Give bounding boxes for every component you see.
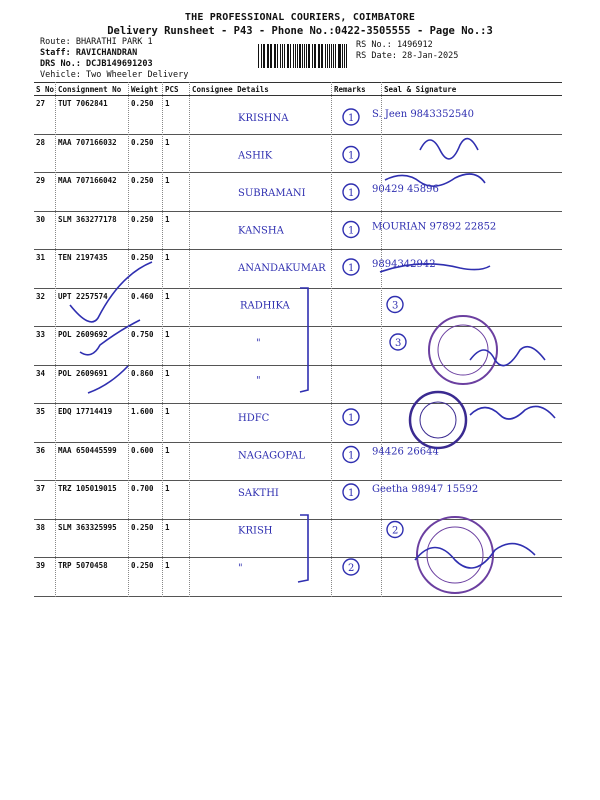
barcode-bar <box>282 44 284 68</box>
barcode-bar <box>304 44 305 68</box>
handwritten-name: HDFC <box>238 413 270 424</box>
cell-sno: 32 <box>36 291 46 301</box>
barcode-bar <box>277 44 278 68</box>
column-divider <box>189 82 190 597</box>
cell-weight: 0.250 <box>131 137 154 147</box>
barcode-bar <box>308 44 309 68</box>
barcode-bar <box>287 44 288 68</box>
cell-sno: 28 <box>36 137 46 147</box>
cell-consignment: MAA 707166032 <box>58 137 117 147</box>
barcode-bar <box>333 44 334 68</box>
handwritten-name: KANSHA <box>238 225 284 237</box>
cell-pcs: 1 <box>165 291 170 301</box>
header-weight: Weight <box>131 85 159 94</box>
cell-consignment: TEN 2197435 <box>58 253 108 262</box>
cell-consignment: EDQ 17714419 <box>58 407 113 416</box>
barcode-bar <box>288 44 289 68</box>
handwritten-signature: MOURIAN 97892 22852 <box>372 221 497 233</box>
barcode-bar <box>263 44 264 68</box>
handwritten-name: RADHIKA <box>240 300 290 312</box>
rs-date: RS Date: 28-Jan-2025 <box>356 51 459 61</box>
column-divider <box>331 82 332 597</box>
barcode-bar <box>331 44 332 68</box>
barcode-bar <box>322 44 323 68</box>
handwritten-signature: 90429 45896 <box>372 184 439 195</box>
table-row <box>34 135 562 174</box>
cell-consignment: UPT 2257574 <box>58 291 108 301</box>
handwritten-remark: 2 <box>348 563 355 574</box>
handwritten-name: " <box>238 563 243 574</box>
drs-label: DRS No.: DCJB149691203 <box>40 59 153 69</box>
cell-pcs: 1 <box>165 484 170 493</box>
barcode-bar <box>293 44 294 68</box>
barcode-bar <box>314 44 315 68</box>
cell-weight: 0.250 <box>131 253 154 262</box>
handwritten-remark: 1 <box>348 263 355 274</box>
cell-sno: 34 <box>36 368 46 378</box>
barcode-bar <box>264 44 265 68</box>
handwritten-signature: S. Jeen 9843352540 <box>372 109 474 120</box>
cell-pcs: 1 <box>165 253 170 262</box>
barcode-bar <box>315 44 316 68</box>
cell-weight: 0.250 <box>131 176 154 185</box>
barcode-bar <box>346 44 347 68</box>
table-header <box>34 82 562 96</box>
cell-consignment: POL 2609692 <box>58 330 108 339</box>
column-divider <box>162 82 163 597</box>
handwritten-remark: 1 <box>348 150 355 162</box>
rs-number: RS No.: 1496912 <box>356 40 433 50</box>
cell-consignment: SLM 363325995 <box>58 522 117 532</box>
table-row <box>34 173 562 212</box>
header-sno: S No <box>36 85 55 94</box>
barcode-bar <box>280 44 281 68</box>
barcode-bar <box>342 44 343 68</box>
cell-weight: 0.250 <box>131 99 154 108</box>
barcode <box>258 44 348 68</box>
cell-sno: 31 <box>36 253 46 262</box>
handwritten-name: KRISHNA <box>238 113 289 124</box>
header-pcs: PCS <box>165 85 179 94</box>
barcode-bar <box>309 44 310 68</box>
cell-pcs: 1 <box>165 99 170 108</box>
handwritten-remark: 2 <box>392 525 399 537</box>
cell-consignment: POL 2609691 <box>58 368 108 378</box>
barcode-bar <box>327 44 328 68</box>
table-row <box>34 366 562 405</box>
barcode-bar <box>295 44 296 68</box>
cell-sno: 39 <box>36 561 46 570</box>
cell-sno: 33 <box>36 330 46 339</box>
handwritten-name: KRISH <box>238 525 273 537</box>
handwritten-remark: 1 <box>348 188 355 199</box>
cell-sno: 36 <box>36 445 46 455</box>
column-divider <box>128 82 129 597</box>
barcode-bar <box>267 44 269 68</box>
cell-sno: 27 <box>36 99 46 108</box>
column-divider <box>381 82 382 597</box>
cell-consignment: MAA 650445599 <box>58 445 117 455</box>
barcode-bar <box>344 44 345 68</box>
company-name: THE PROFESSIONAL COURIERS, COIMBATORE <box>184 12 416 23</box>
barcode-bar <box>321 44 322 68</box>
staff-label: Staff: RAVICHANDRAN <box>40 48 138 58</box>
table-row <box>34 289 562 328</box>
route-label: Route: BHARATHI PARK 1 <box>40 37 153 47</box>
barcode-bar <box>270 44 271 68</box>
cell-weight: 0.700 <box>131 484 154 493</box>
header-consignee: Consignee Details <box>192 85 269 94</box>
column-divider <box>55 82 56 597</box>
header-consignment: Consignment No <box>58 85 122 94</box>
barcode-bar <box>275 44 276 68</box>
cell-sno: 37 <box>36 484 46 493</box>
barcode-bar <box>274 44 275 68</box>
handwritten-remark: 3 <box>392 300 399 312</box>
cell-pcs: 1 <box>165 368 170 378</box>
cell-consignment: TUT 7062841 <box>58 99 108 108</box>
barcode-bar <box>306 44 307 68</box>
barcode-bar <box>299 44 301 68</box>
barcode-bar <box>302 44 303 68</box>
barcode-bar <box>325 44 326 68</box>
barcode-bar <box>312 44 313 68</box>
cell-weight: 0.600 <box>131 445 154 455</box>
handwritten-name: NAGAGOPAL <box>238 450 306 462</box>
handwritten-signature: 9894342942 <box>372 259 436 270</box>
header-signature: Seal & Signature <box>384 85 457 94</box>
table-row <box>34 520 562 559</box>
table-row <box>34 443 562 482</box>
cell-pcs: 1 <box>165 330 170 339</box>
handwritten-remark: 3 <box>395 338 402 349</box>
handwritten-name: " <box>256 338 261 349</box>
handwritten-remark: 1 <box>348 450 355 462</box>
cell-weight: 0.250 <box>131 522 154 532</box>
table-row <box>34 481 562 520</box>
cell-pcs: 1 <box>165 176 170 185</box>
barcode-bar <box>271 44 272 68</box>
vehicle-label: Vehicle: Two Wheeler Delivery <box>40 70 189 80</box>
handwritten-signature: Geetha 98947 15592 <box>372 484 479 495</box>
cell-weight: 0.250 <box>131 214 154 224</box>
barcode-bar <box>329 44 330 68</box>
handwritten-signature: 94426 26644 <box>372 446 439 458</box>
cell-weight: 1.600 <box>131 407 154 416</box>
cell-pcs: 1 <box>165 445 170 455</box>
cell-sno: 30 <box>36 214 46 224</box>
table-row <box>34 327 562 366</box>
cell-pcs: 1 <box>165 561 170 570</box>
cell-pcs: 1 <box>165 137 170 147</box>
table-row <box>34 96 562 135</box>
table-row <box>34 250 562 289</box>
handwritten-name: ASHIK <box>238 150 273 162</box>
table-body <box>34 96 562 597</box>
table-row <box>34 212 562 251</box>
header-remarks: Remarks <box>334 85 366 94</box>
handwritten-remark: 1 <box>348 113 355 124</box>
cell-sno: 29 <box>36 176 46 185</box>
cell-consignment: TRP 5070458 <box>58 561 108 570</box>
cell-weight: 0.460 <box>131 291 154 301</box>
table-row <box>34 404 562 443</box>
barcode-bar <box>339 44 341 68</box>
cell-consignment: MAA 707166042 <box>58 176 117 185</box>
handwritten-name: ANANDAKUMAR <box>238 263 326 274</box>
cell-sno: 38 <box>36 522 46 532</box>
handwritten-name: SAKTHI <box>238 488 279 499</box>
handwritten-remark: 1 <box>348 225 355 237</box>
barcode-bar <box>258 44 259 68</box>
handwritten-remark: 1 <box>348 488 355 499</box>
cell-consignment: SLM 363277178 <box>58 214 117 224</box>
barcode-bar <box>335 44 336 68</box>
cell-sno: 35 <box>36 407 46 416</box>
cell-pcs: 1 <box>165 522 170 532</box>
cell-consignment: TRZ 105019015 <box>58 484 117 493</box>
barcode-bar <box>290 44 291 68</box>
barcode-bar <box>284 44 285 68</box>
cell-weight: 0.750 <box>131 330 154 339</box>
table-row <box>34 558 562 597</box>
barcode-bar <box>338 44 339 68</box>
barcode-bar <box>318 44 320 68</box>
runsheet-title: Delivery Runsheet - P43 - Phone No.:0422-3505555 - Page No.:3 <box>107 25 493 37</box>
delivery-table <box>34 82 562 597</box>
barcode-bar <box>297 44 298 68</box>
cell-pcs: 1 <box>165 214 170 224</box>
runsheet-meta-right <box>356 40 458 62</box>
cell-weight: 0.860 <box>131 368 154 378</box>
cell-weight: 0.250 <box>131 561 154 570</box>
handwritten-remark: 1 <box>348 413 355 424</box>
handwritten-name: SUBRAMANI <box>238 188 306 199</box>
runsheet-meta-left <box>40 37 153 70</box>
barcode-bar <box>261 44 262 68</box>
cell-pcs: 1 <box>165 407 170 416</box>
handwritten-name: " <box>256 375 261 387</box>
